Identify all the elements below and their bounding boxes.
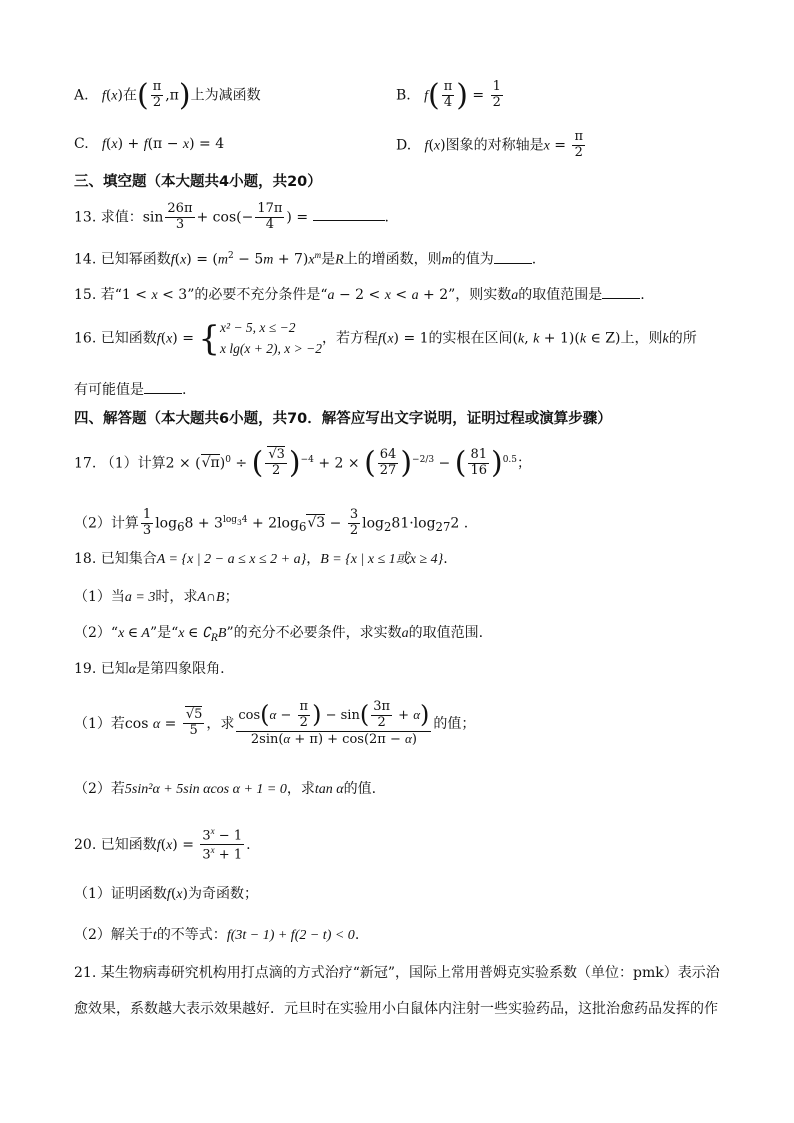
question-14: 14. 已知幂函数$f(x) = (m^2 - 5m + 7)x^m$是R上的增函数，则m的值为 . — [74, 250, 537, 268]
question-19-part2: （2）若5sin²α + 5sin αcos α + 1 = 0，求tan α的值. — [74, 781, 377, 797]
question-18-part2: （2）“x ∈ A”是“x ∈ $∁_RB$”的充分不必要条件，求实数a的取值范围. — [74, 625, 484, 644]
question-16-cont: 有可能值是 . — [74, 382, 187, 398]
question-21: 21. 某生物病毒研究机构用打点滴的方式治疗“新冠”，国际上常用普姆克实验系数（单位：pmk）表示治 — [74, 965, 720, 981]
question-19-part1: （1）若cos α = $\frac{√5}{5}$ ，求 cos(α − $\frac{\pi}{2}$ ) − sin( $\frac{3\pi}{2}$ + α) 2sin(α + π) + cos(2π − α) 的值； — [74, 699, 476, 747]
question-17-part2: （2）计算 $\frac{1}{3}$ $\log_68 + 3^{log_34} + 2\log_6√3$ − $\frac{3}{2}$ $\log_281\cdot\log_{27}2$ . — [74, 507, 469, 538]
section-heading-fill-blank: 三、填空题（本大题共4小题，共20） — [74, 174, 322, 190]
question-19: 19. 已知α是第四象限角. — [74, 661, 225, 677]
question-20-part1: （1）证明函数f(x)为奇函数； — [74, 886, 258, 902]
question-20-part2: （2）解关于t的不等式：f(3t − 1) + f(2 − t) < 0. — [74, 927, 360, 943]
option-d: D. f(x)图象的对称轴是x = $\frac{\pi}{2}$ — [396, 129, 583, 160]
option-a: A. f(x)在( $\frac{\pi}{2}$ ,π)上为减函数 — [74, 78, 261, 113]
question-17-part1: 17. （1）计算$2 \times (√\pi)^0$ ÷ ( $\frac{√3}{2}$ )$^{-4}$ + 2 × ( $\frac{64}{27}$ )$^{-2/3}$ − ( $\frac{81}{16}$ )$^{0.5}$； — [74, 445, 532, 481]
question-18-part1: （1）当a = 3时，求A∩B； — [74, 589, 239, 605]
question-21-cont: 愈效果，系数越大表示效果越好．元旦时在实验用小白鼠体内注射一些实验药品，这批治愈药品发挥的作 — [74, 1001, 718, 1017]
question-16: 16. 已知函数f(x) = { x² − 5, x ≤ −2 x lg(x + 2), x > −2 ，若方程f(x) = 1的实根在区间(k, k + 1)(k ∈ Z)上，则k的所 — [74, 318, 697, 359]
question-20: 20. 已知函数f(x) = $\frac{3^x - 1}{3^x + 1}$ . — [74, 826, 251, 863]
question-13: 13. 求值：sin $\frac{26\pi}{3}$ + cos(− $\frac{17\pi}{4}$ ) = . — [74, 201, 389, 232]
option-c: C. f(x) + f(π − x) = 4 — [74, 136, 225, 152]
question-18: 18. 已知集合A = {x | 2 − a ≤ x ≤ 2 + a}，B = {x | x ≤ 1或x ≥ 4}. — [74, 551, 448, 567]
section-heading-solve: 四、解答题（本大题共6小题，共70．解答应写出文字说明，证明过程或演算步骤） — [74, 411, 612, 427]
question-15: 15. 若“1 < x < 3”的必要不充分条件是“a − 2 < x < a + 2”，则实数a的取值范围是 . — [74, 287, 645, 303]
option-b: B. f( $\frac{\pi}{4}$ ) = $\frac{1}{2}$ — [396, 78, 501, 113]
